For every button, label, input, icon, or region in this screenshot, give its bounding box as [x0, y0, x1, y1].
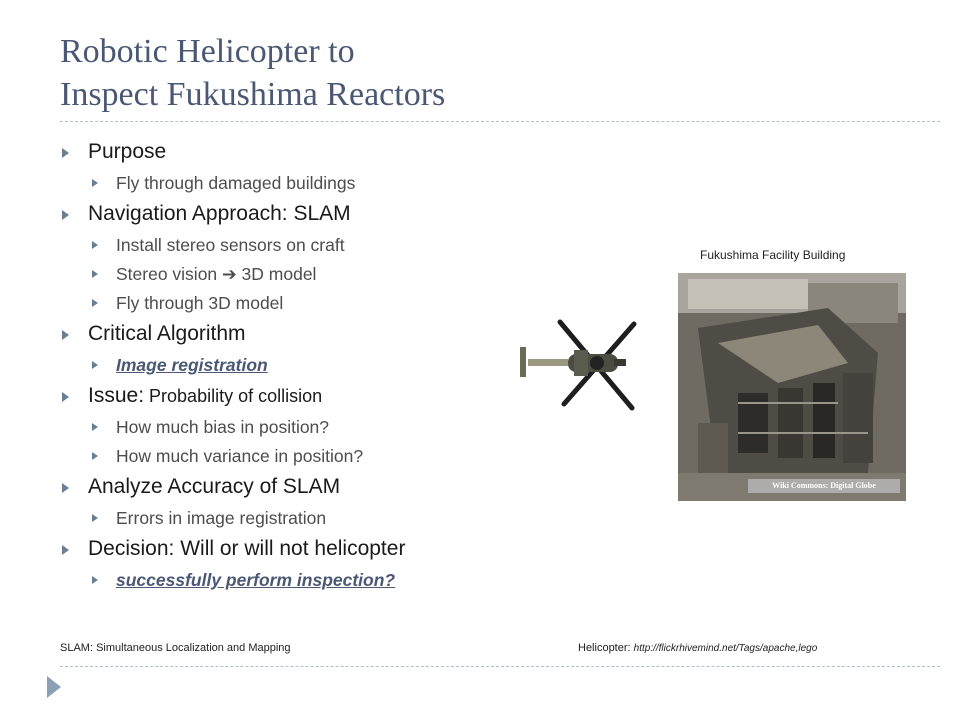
sub-bullet-text: How much variance in position?	[116, 446, 364, 466]
sub-bullet	[60, 231, 520, 260]
building-photo-art	[678, 273, 906, 501]
inspection-link[interactable]: successfully perform inspection?	[116, 570, 396, 590]
bottom-divider	[60, 666, 940, 667]
footer-helicopter-credit	[578, 642, 817, 654]
image-registration-link[interactable]: Image registration	[116, 355, 268, 375]
slide-title	[60, 30, 760, 116]
sub-bullet	[60, 442, 520, 471]
triangle-right-icon	[92, 179, 98, 187]
sub-bullet	[60, 169, 520, 198]
sub-bullet-text: How much bias in position?	[116, 417, 330, 437]
bullet-text: Analyze Accuracy of SLAM	[88, 475, 341, 498]
triangle-right-icon	[62, 392, 69, 402]
top-divider	[60, 121, 940, 122]
triangle-right-icon	[92, 270, 98, 278]
triangle-right-icon	[62, 483, 69, 493]
triangle-right-icon	[62, 545, 69, 555]
sub-bullet-link[interactable]	[60, 566, 520, 595]
sub-bullet-text: Install stereo sensors on craft	[116, 235, 345, 255]
sub-bullet-text: Stereo vision ➔ 3D model	[116, 264, 317, 284]
sub-bullet	[60, 413, 520, 442]
bullet-list	[60, 136, 520, 595]
bullet-text: Decision: Will or will not helicopter	[88, 537, 406, 560]
triangle-right-icon	[92, 423, 98, 431]
triangle-right-icon	[92, 361, 98, 369]
sub-bullet-text: Fly through 3D model	[116, 293, 284, 313]
triangle-right-icon	[62, 148, 69, 158]
bullet-text: Critical Algorithm	[88, 322, 246, 345]
sub-bullet	[60, 289, 520, 318]
bullet-critical-algorithm	[60, 320, 520, 351]
bullet-analyze	[60, 473, 520, 504]
triangle-right-icon	[47, 676, 61, 698]
title-line-1: Robotic Helicopter to	[60, 33, 355, 70]
helicopter-illustration	[514, 314, 644, 414]
bullet-decision	[60, 535, 520, 566]
photo-caption: Fukushima Facility Building	[700, 248, 846, 262]
triangle-right-icon	[62, 330, 69, 340]
sub-bullet	[60, 504, 520, 533]
footer-credit-label: Helicopter:	[578, 642, 634, 654]
triangle-right-icon	[92, 514, 98, 522]
triangle-right-icon	[92, 241, 98, 249]
sub-bullet-text: Fly through damaged buildings	[116, 173, 356, 193]
bullet-text: Navigation Approach: SLAM	[88, 202, 351, 225]
photo-credit: Wiki Commons: Digital Globe	[748, 479, 900, 493]
bullet-purpose	[60, 138, 520, 169]
fukushima-building-photo	[678, 273, 906, 501]
triangle-right-icon	[92, 576, 98, 584]
bullet-navigation	[60, 200, 520, 231]
sub-bullet-link[interactable]	[60, 351, 520, 380]
bullet-text: Issue:	[88, 384, 145, 407]
title-line-2: Inspect Fukushima Reactors	[60, 76, 446, 113]
helicopter-credit-url[interactable]: http://flickrhivemind.net/Tags/apache,lego	[633, 643, 818, 654]
bullet-text: Purpose	[88, 140, 167, 163]
sub-bullet	[60, 260, 520, 289]
triangle-right-icon	[92, 452, 98, 460]
helicopter-image	[514, 314, 644, 414]
bullet-extra-text: Probability of collision	[144, 386, 323, 406]
sub-bullet-text: Errors in image registration	[116, 508, 327, 528]
triangle-right-icon	[62, 210, 69, 220]
footer-slam-definition: SLAM: Simultaneous Localization and Mapping	[60, 642, 291, 654]
triangle-right-icon	[92, 299, 98, 307]
bullet-issue	[60, 382, 520, 413]
